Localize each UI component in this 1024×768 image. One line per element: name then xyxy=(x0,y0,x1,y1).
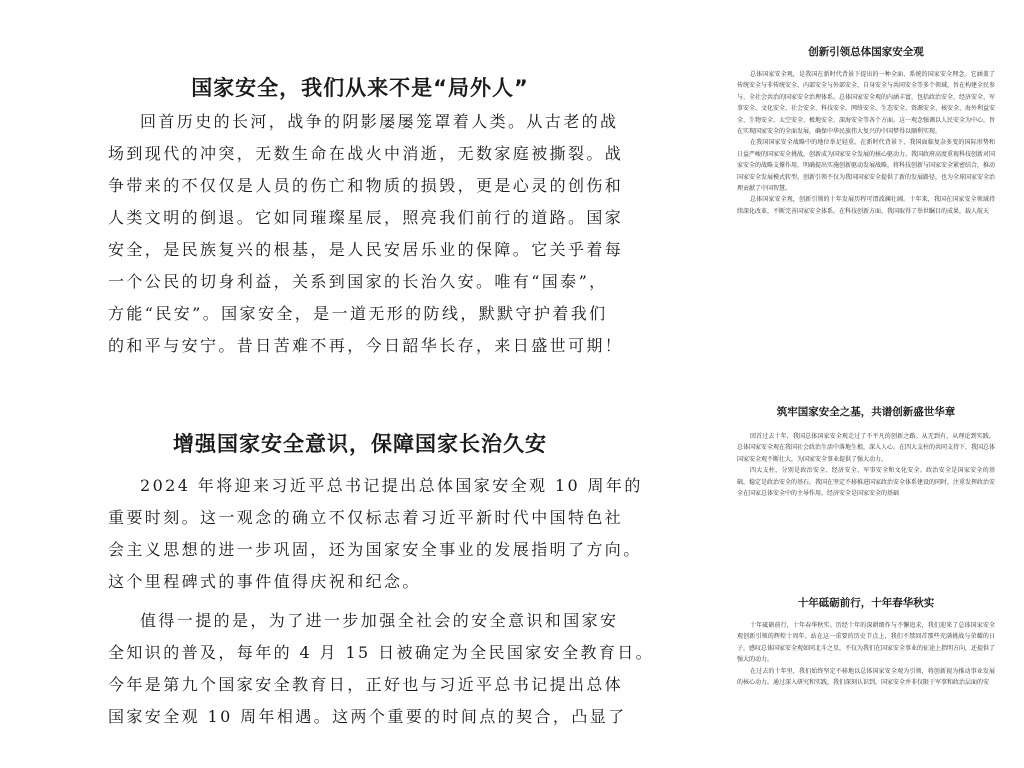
article-2-line: 重要时刻。这一观念的确立不仅标志着习近平新时代中国特色社 xyxy=(108,508,624,527)
article-1-line: 回首历史的长河，战争的阴影屡屡笼罩着人类。从古老的战 xyxy=(140,112,619,131)
article-1-line: 一个公民的切身利益，关系到国家的长治久安。唯有“国泰”， xyxy=(108,272,608,291)
article-2-line: 全知识的普及，每年的 4 月 15 日被确定为全民国家安全教育日。 xyxy=(108,643,655,662)
section-paragraph: 总体国家安全观，是我国在新时代背景下提出的一种全面、系统的国家安全理念。它涵盖了传统安全与非传统安全、内部安全与外部安全、自身安全与共同安全等多个领域，旨在构建全民参与、全社会共治的国家安全治理体系。总体国家安全观的内涵丰富，包括政治安全、经济安全、军事安全、文化安全、社会安全、科技安全、网络安全、生态安全、资源安全、核安全、海外利益安全、生物安全、太空安全、极地安全、深海安全等各个方面。这一观念强调以人民安全为中心，旨在实现国家安全的全面发展，确保中华民族伟大复兴的中国梦得以顺利实现。 xyxy=(737,71,995,136)
section-title: 十年砥砺前行，十年春华秋实 xyxy=(797,597,935,609)
sidebar-section-2 xyxy=(737,404,995,554)
article-2-line: 值得一提的是，为了进一步加强全社会的安全意识和国家安 xyxy=(140,611,619,630)
article-1-line: 争带来的不仅仅是人员的伤亡和物质的损毁，更是心灵的创伤和 xyxy=(108,176,624,195)
article-2-line: 会主义思想的进一步巩固，还为国家安全事业的发展指明了方向。 xyxy=(108,540,642,559)
article-1-line: 的和平与安宁。昔日苦难不再，今日韶华长存，来日盛世可期！ xyxy=(108,336,624,355)
section-paragraph: 在过去的十年里，我们始终坚定不移地以总体国家安全观为引领，将创新视为推动事业发展的核心动力。通过深入研究和实践，我们深刻认识到，国家安全并非仅限于军事和政治层面的安 xyxy=(737,667,995,687)
article-title-1: 国家安全，我们从来不是“局外人” xyxy=(191,76,529,100)
sidebar-section-3 xyxy=(737,595,995,753)
section-paragraph: 在我国国家安全战略中的地位举足轻重。在新时代背景下，我国面临复杂多变的国际形势和日益严峻的国家安全挑战，创新成为国家安全发展的核心驱动力。我国政府高度重视科技创新对国家安全的战略支撑作用，明确提出实施创新驱动发展战略，将科技创新与国家安全紧密结合，推动国家安全发展模式转型。创新引领不仅为我国国家安全提供了新的发展路径，也为全球国家安全治理贡献了中国智慧。 xyxy=(737,139,995,193)
article-title-2: 增强国家安全意识，保障国家长治久安 xyxy=(173,432,547,456)
article-2-line: 国家安全观 10 周年相遇。这两个重要的时间点的契合，凸显了 xyxy=(108,707,627,726)
section-paragraph: 十年砥砺前行，十年春华秋实。历经十年的深耕细作与不懈追求，我们迎来了总体国家安全观创新引领的辉煌十周年。站在这一重要的历史节点上，我们不禁回首那些充满挑战与荣耀的日子，感叹总体国家安全观如同北斗之星，不仅为我们在国家安全事业的征途上指明方向，还提供了强大的动力。 xyxy=(737,622,995,664)
article-2-line: 今年是第九个国家安全教育日，正好也与习近平总书记提出总体 xyxy=(108,675,624,694)
section-paragraph: 总体国家安全观，创新引领的十年发展历程可谓波澜壮阔。十年来，我国在国家安全领域持续深化改革，不断完善国家安全体系。在科技创新方面，我国取得了举世瞩目的成果，载人航天 xyxy=(737,196,995,215)
section-title: 创新引领总体国家安全观 xyxy=(808,46,924,58)
article-2-line: 这个里程碑式的事件值得庆祝和纪念。 xyxy=(108,572,421,591)
sidebar-section-1 xyxy=(737,44,995,376)
section-paragraph: 四大支柱，分别是政治安全、经济安全、军事安全和文化安全。政治安全是国家安全的基础，稳定是政治安全的基石。我国在坚定不移推进国家政治安全体系建设的同时，注重发挥政治安全在国家总体安全中的主导作用。经济安全是国家安全的基础 xyxy=(737,467,995,498)
article-2-line: 2024 年将迎来习近平总书记提出总体国家安全观 10 周年的 xyxy=(140,476,643,495)
right-page xyxy=(722,0,1024,768)
section-paragraph: 回首过去十年，我国总体国家安全观走过了不平凡的创新之路。从无到有，从理论到实践，总体国家安全观在我国社会政治生活中落地生根，深入人心。在四大支柱的共同支持下，我国总体国家安全观不断壮大，为国家安全事业提供了强大动力。 xyxy=(737,433,995,463)
article-1-line: 方能“民安”。国家安全，是一道无形的防线，默默守护着我们 xyxy=(108,304,608,323)
article-1-line: 安全，是民族复兴的根基，是人民安居乐业的保障。它关乎着每 xyxy=(108,240,624,259)
section-title: 筑牢国家安全之基，共谱创新盛世华章 xyxy=(776,406,956,418)
article-1-line: 场到现代的冲突，无数生命在战火中消逝，无数家庭被撕裂。战 xyxy=(108,144,624,163)
article-1-line: 人类文明的倒退。它如同璀璨星辰，照亮我们前行的道路。国家 xyxy=(108,208,624,227)
